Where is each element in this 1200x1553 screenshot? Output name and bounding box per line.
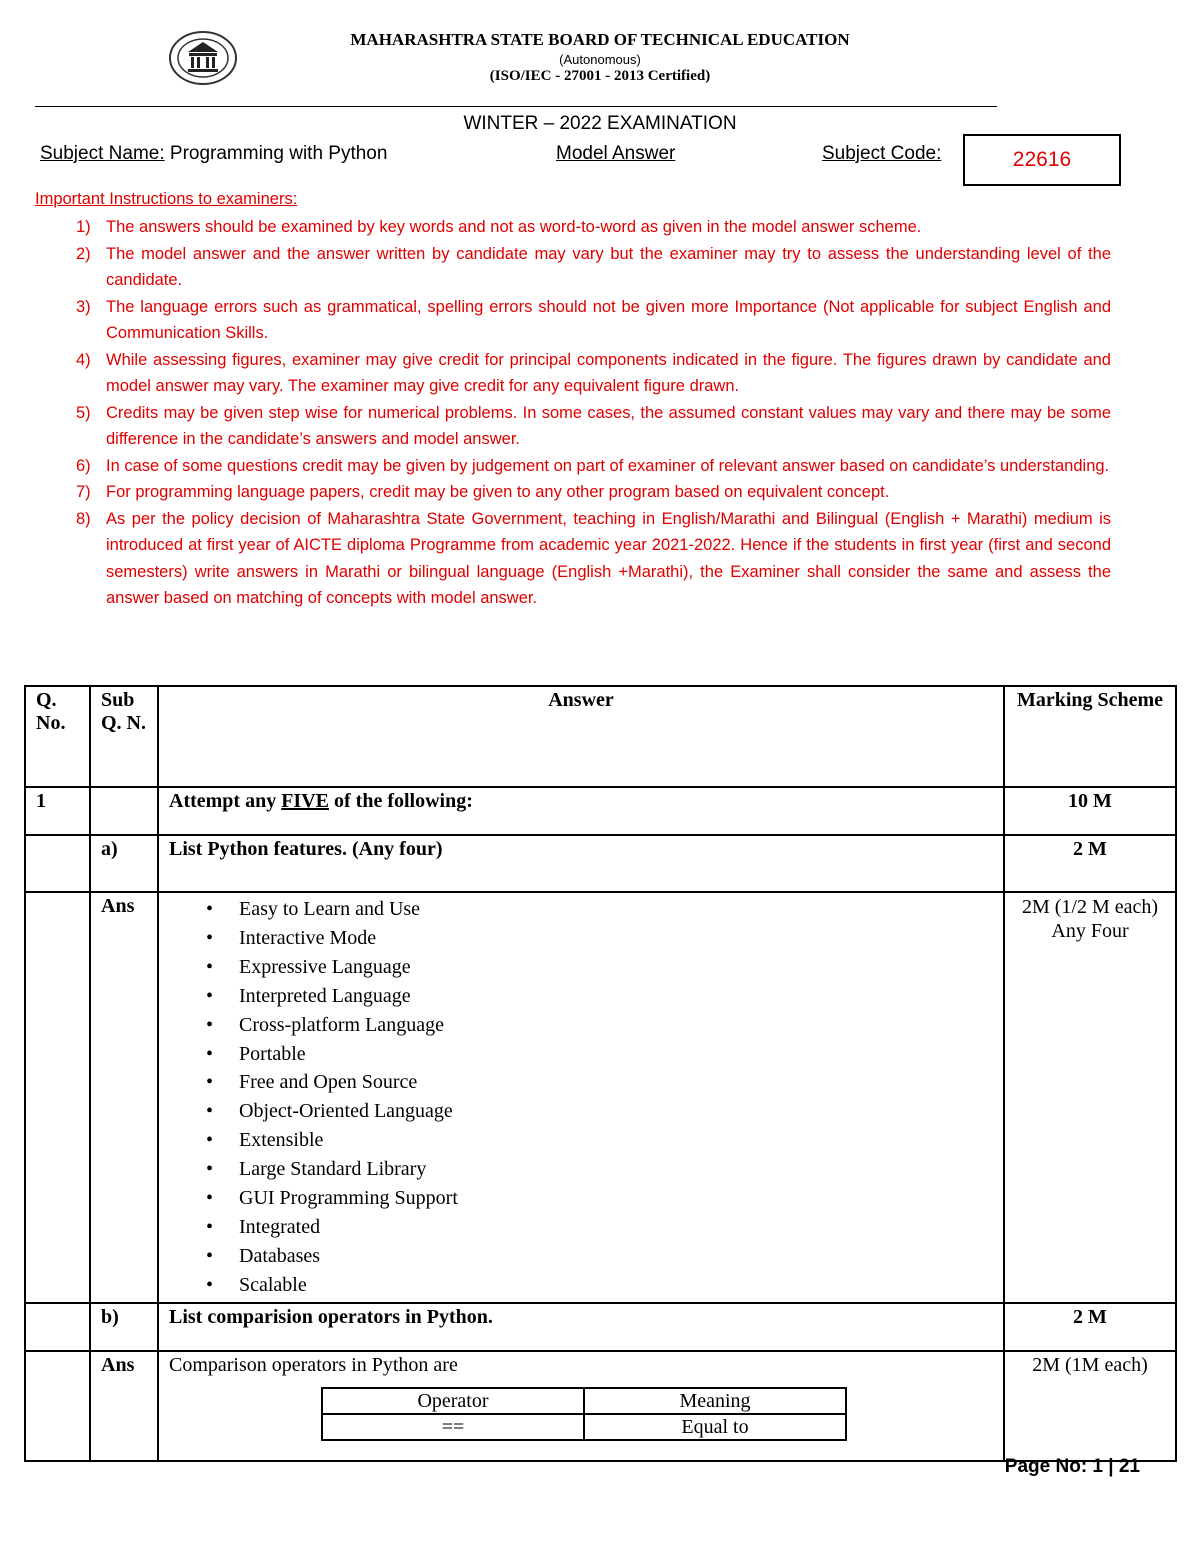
qb-sub: b) — [90, 1303, 158, 1351]
list-item: • Scalable — [239, 1271, 993, 1300]
instruction-text: In case of some questions credit may be given by judgement on part of examiner of relevant answer based on candidate’s understanding. — [106, 456, 1110, 475]
instruction-number: 1) — [76, 218, 91, 236]
q1-title: Attempt any FIVE of the following: — [158, 787, 1004, 835]
list-item: • Cross-platform Language — [239, 1011, 993, 1040]
table-row — [25, 892, 1176, 1303]
meaning-cell: Equal to — [584, 1414, 846, 1440]
list-item: • Large Standard Library — [239, 1155, 993, 1184]
list-item: • Free and Open Source — [239, 1068, 993, 1097]
subject-name-line — [40, 143, 387, 165]
table-row — [322, 1414, 846, 1440]
header-divider — [35, 106, 997, 107]
instruction-item — [35, 241, 1111, 294]
list-item: • Integrated — [239, 1213, 993, 1242]
table-header-row — [25, 686, 1176, 787]
operators-header-meaning: Meaning — [584, 1388, 846, 1414]
q1-sub — [90, 787, 158, 835]
instruction-number: 6) — [76, 456, 91, 475]
instruction-text: The language errors such as grammatical, spelling errors should not be given more Importance (Not applicable for subject English and Communication Skills. — [106, 297, 1111, 342]
list-item: • Easy to Learn and Use — [239, 895, 993, 924]
subject-code-label: Subject Code: — [822, 143, 942, 164]
instruction-item — [35, 347, 1111, 400]
instruction-text: The model answer and the answer written by candidate may vary but the examiner may try to assess the understanding level of the candidate. — [106, 244, 1111, 289]
qa-question: List Python features. (Any four) — [158, 835, 1004, 892]
list-item: • Extensible — [239, 1126, 993, 1155]
list-item: • Expressive Language — [239, 953, 993, 982]
instruction-item — [35, 214, 1111, 241]
table-row — [25, 1351, 1176, 1461]
qa-marking-line1: 2M (1/2 M each) — [1021, 896, 1159, 918]
subject-name: Programming with Python — [169, 143, 388, 164]
instruction-text: Credits may be given step wise for numerical problems. In some cases, the assumed constant values may vary and there may be some difference in the candidate’s answers and model answer. — [106, 403, 1111, 448]
instruction-number: 3) — [76, 297, 91, 316]
qa-marking-line2: Any Four — [1051, 920, 1129, 942]
exam-title: WINTER – 2022 EXAMINATION — [463, 113, 737, 134]
board-certification: (ISO/IEC - 27001 - 2013 Certified) — [489, 68, 711, 84]
qb-intro: Comparison operators in Python are — [169, 1353, 458, 1376]
qa-answer — [158, 892, 1004, 1303]
header-marking: Marking Scheme — [1004, 686, 1176, 787]
instruction-text: As per the policy decision of Maharashtra State Government, teaching in English/Marathi and Bilingual (English + Marathi) medium is introduced at first year of AICTE diploma Programme from academic year 2021-2022. Hence if the students in first year (first and second semesters) write answers in Marathi or bilingual language (English +Marathi), the Examiner shall consider the same and assess the answer based on matching of concepts with model answer. — [106, 509, 1111, 607]
list-item: • Object-Oriented Language — [239, 1097, 993, 1126]
instruction-text: While assessing figures, examiner may give credit for principal components indicated in the figure. The figures drawn by candidate and model answer may vary. The examiner may give credit for any equivalent figure drawn. — [106, 350, 1111, 395]
list-item: • GUI Programming Support — [239, 1184, 993, 1213]
instruction-text: The answers should be examined by key words and not as word-to-word as given in the model answer scheme. — [106, 218, 922, 236]
instruction-number: 8) — [76, 509, 91, 528]
instructions-heading: Important Instructions to examiners: — [35, 190, 298, 208]
q1-number: 1 — [25, 787, 90, 835]
subject-code-box — [963, 134, 1121, 186]
table-row — [25, 787, 1176, 835]
instruction-number: 7) — [76, 483, 91, 501]
qa-marking — [1004, 892, 1176, 1303]
qb-ans-label: Ans — [90, 1351, 158, 1461]
qb-marks: 2 M — [1004, 1303, 1176, 1351]
instructions-list — [35, 214, 1111, 612]
answer-table — [24, 685, 1177, 1462]
instruction-item — [35, 453, 1111, 480]
operators-table — [321, 1387, 847, 1441]
list-item: • Databases — [239, 1242, 993, 1271]
operators-header-row — [322, 1388, 846, 1414]
features-list — [169, 895, 993, 1300]
instruction-number: 4) — [76, 350, 91, 369]
subject-label: Subject Name: — [40, 143, 165, 164]
subject-code: 22616 — [1012, 148, 1072, 171]
instruction-number: 2) — [76, 244, 91, 263]
qb-answer — [158, 1351, 1004, 1461]
board-name: MAHARASHTRA STATE BOARD OF TECHNICAL EDUCATION — [350, 30, 850, 49]
table-row — [25, 835, 1176, 892]
board-autonomous: (Autonomous) — [559, 52, 641, 67]
instruction-item — [35, 400, 1111, 453]
qa-ans-label: Ans — [90, 892, 158, 1303]
instruction-item — [35, 506, 1111, 612]
list-item: • Interactive Mode — [239, 924, 993, 953]
operator-cell: == — [322, 1414, 584, 1440]
list-item: • Interpreted Language — [239, 982, 993, 1011]
qa-sub: a) — [90, 835, 158, 892]
list-item: • Portable — [239, 1040, 993, 1069]
instruction-item — [35, 479, 1111, 506]
header-answer: Answer — [158, 686, 1004, 787]
instruction-number: 5) — [76, 403, 91, 422]
operators-header-operator: Operator — [322, 1388, 584, 1414]
page-number: Page No: 1 | 21 — [1004, 1456, 1140, 1477]
header-qno: Q. No. — [25, 686, 90, 787]
model-answer-label: Model Answer — [556, 143, 676, 164]
table-row — [25, 1303, 1176, 1351]
instruction-item — [35, 294, 1111, 347]
qb-marking: 2M (1M each) — [1004, 1351, 1176, 1461]
q1-marks: 10 M — [1004, 787, 1176, 835]
header-subq: Sub Q. N. — [90, 686, 158, 787]
qa-marks: 2 M — [1004, 835, 1176, 892]
qb-question: List comparision operators in Python. — [158, 1303, 1004, 1351]
instruction-text: For programming language papers, credit may be given to any other program based on equivalent concept. — [106, 483, 890, 501]
